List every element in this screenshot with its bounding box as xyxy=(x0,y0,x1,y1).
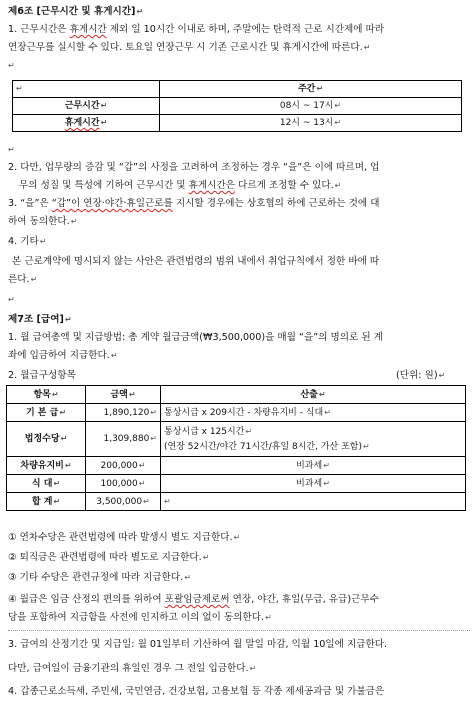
table-row xyxy=(7,422,466,457)
row-item: 기 본 급↵ xyxy=(7,404,86,422)
table-row xyxy=(7,475,466,493)
article6-p1-line2: 연장근무를 실시할 수 있다. 토요일 연장근무 시 기존 근로시간 및 휴게시간에 따른다.↵ xyxy=(8,42,371,53)
row-amount: 3,500,000↵ xyxy=(86,493,161,511)
paragraph-mark: ↵ xyxy=(8,61,15,70)
spellcheck-word: 휴게시간 xyxy=(69,24,107,35)
note-2: ② 퇴직금은 관련법령에 따라 별도로 지급한다.↵ xyxy=(8,552,210,563)
row-label: 휴게시간↵ xyxy=(13,115,160,132)
row-calc: 비과세↵ xyxy=(161,475,466,493)
row-amount: 1,309,880↵ xyxy=(86,422,161,457)
row-calc: 통상시급 x 209시간 - 차량유지비 - 식대↵ xyxy=(161,404,466,422)
table-row xyxy=(7,493,466,511)
table-cell: ↵ xyxy=(13,81,160,98)
work-hours-table xyxy=(12,80,462,132)
table-header: 금액↵ xyxy=(86,386,161,404)
row-amount: 200,000↵ xyxy=(86,457,161,475)
note-3: ③ 기타 수당은 관련규정에 따라 지급한다.↵ xyxy=(8,572,191,583)
row-calc: 비과세↵ xyxy=(161,457,466,475)
paragraph-mark: ↵ xyxy=(8,145,15,154)
article7-p1-line1: 1. 월 급여총액 및 지급방법: 총 계약 월급금액(₩3,500,000)을 매월 “을”의 명의로 된 계 xyxy=(8,332,383,343)
article7-title: 제7조 [급여]↵ xyxy=(8,314,72,325)
table-row xyxy=(7,457,466,475)
article7-p2-title: 2. 월급구성항목 xyxy=(8,370,76,381)
row-item: 법정수당↵ xyxy=(7,422,86,457)
article6-p4-line1: 본 근로계약에 명시되지 않는 사안은 관련법령의 범위 내에서 취업규칙에서 정한 바에 따 xyxy=(12,256,380,267)
article6-p1-line1: 1. 근무시간은 휴게시간 제외 일 10시간 이내로 하며, 주말에는 탄력적 근로 시간제에 따라 xyxy=(8,24,385,35)
row-calc: ↵ xyxy=(161,493,466,511)
row-item: 차량유지비↵ xyxy=(7,457,86,475)
row-value: 12시 ~ 13시↵ xyxy=(160,115,462,132)
article7-p4-line1: 4. 갑종근로소득세, 주민세, 국민연금, 건강보험, 고용보험 등 각종 제세공과금 및 가불금은 xyxy=(8,686,385,697)
article6-p2-line2: 무의 성질 및 특성에 기하여 근무시간 및 휴게시간은 다르게 조정할 수 있다.↵ xyxy=(19,180,342,191)
article6-p2-line1: 2. 다만, 업무량의 증감 및 “갑”의 사정을 고려하여 조정하는 경우 “을”은 이에 따르며, 업 xyxy=(8,162,380,173)
article6-p3-line2: 하여 동의한다.↵ xyxy=(8,216,78,227)
table-row xyxy=(7,386,466,404)
article7-p3-line1: 3. 급여의 산정기간 및 지급일: 월 01일부터 기산하여 월 말일 마감, 익월 10일에 지급한다. xyxy=(8,639,388,650)
article7-p3-line2: 다만, 급여일이 금융기관의 휴일인 경우 그 전일 입금한다.↵ xyxy=(8,663,257,674)
table-row xyxy=(7,404,466,422)
row-amount: 100,000↵ xyxy=(86,475,161,493)
table-row xyxy=(13,81,462,98)
note-4-line1: ④ 월급은 임금 산정의 편의를 위하여 포괄임금제로써 연장, 야간, 휴일(무급, 유급)근무수 xyxy=(8,594,379,605)
page-break-line xyxy=(8,630,470,631)
table-header: 주간↵ xyxy=(160,81,462,98)
article6-p3-line1: 3. “을”은 “갑”이 연장·야간·휴일근로를 지시할 경우에는 상호협의 하에 근로하는 것에 대 xyxy=(8,198,380,209)
note-4-line2: 당을 포함하여 지급함을 사전에 인지하고 이의 없이 동의한다.↵ xyxy=(8,612,272,623)
article6-p4-line2: 른다.↵ xyxy=(8,274,38,285)
salary-table xyxy=(6,385,466,511)
table-row xyxy=(13,98,462,115)
unit-label: (단위: 원)↵ xyxy=(396,370,446,381)
table-row xyxy=(13,115,462,132)
row-label: 근무시간↵ xyxy=(13,98,160,115)
note-1: ① 연차수당은 관련법령에 따라 발생시 별도 지급한다.↵ xyxy=(8,532,241,543)
article6-p4-title: 4. 기타↵ xyxy=(8,236,47,247)
article7-p1-line2: 좌에 입금하여 지급한다.↵ xyxy=(8,350,118,361)
row-amount: 1,890,120↵ xyxy=(86,404,161,422)
article6-title: 제6조 [근무시간 및 휴게시간]↵ xyxy=(8,6,144,17)
row-item: 합 계↵ xyxy=(7,493,86,511)
row-item: 식 대↵ xyxy=(7,475,86,493)
row-value: 08시 ~ 17시↵ xyxy=(160,98,462,115)
row-calc: 통상시급 x 125시간↵ (연장 52시간/야간 71시간/휴일 8시간, 가산 포함)↵ xyxy=(161,422,466,457)
table-header: 산출↵ xyxy=(161,386,466,404)
paragraph-mark: ↵ xyxy=(8,295,15,304)
table-header: 항목↵ xyxy=(7,386,86,404)
